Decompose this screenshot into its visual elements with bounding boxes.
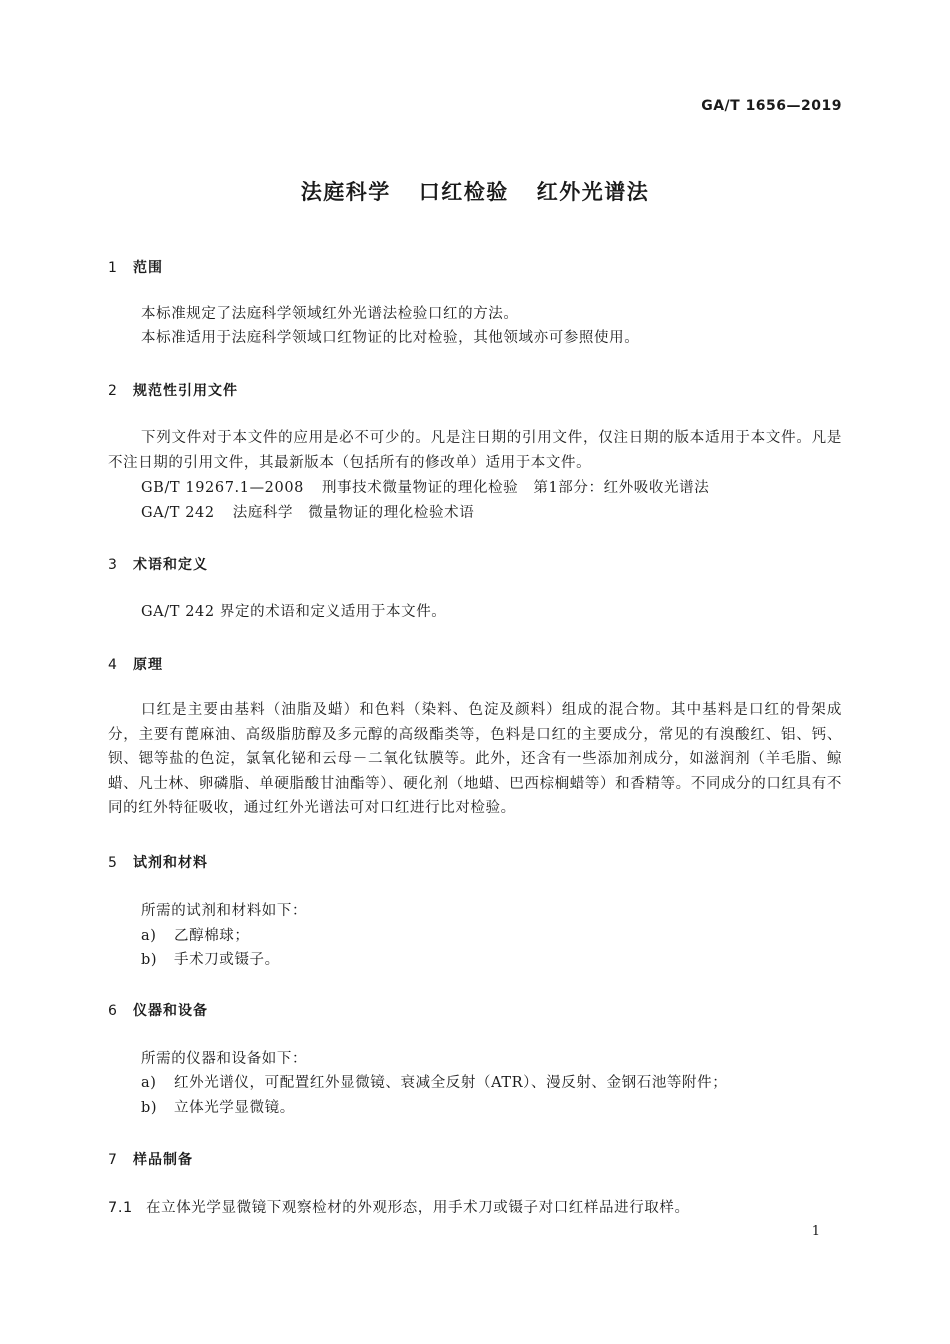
list-text: 红外光谱仪，可配置红外显微镜、衰减全反射（ATR）、漫反射、金钢石池等附件；	[174, 1075, 728, 1091]
title-part-3: 红外光谱法	[536, 180, 650, 204]
paragraph: 下列文件对于本文件的应用是必不可少的。凡是注日期的引用文件，仅注日期的版本适用于本文件。凡是不注日期的引用文件，其最新版本（包括所有的修改单）适用于本文件。	[108, 430, 842, 471]
list-item	[141, 1096, 295, 1117]
section-number: 3	[108, 557, 118, 573]
section-title: 术语和定义	[133, 557, 208, 573]
list-label: b)	[141, 1100, 158, 1116]
list-item	[141, 924, 250, 945]
page-number: 1	[811, 1224, 820, 1239]
section-title: 规范性引用文件	[133, 383, 238, 399]
section-heading-terms-definitions	[108, 554, 208, 574]
reference-item	[141, 501, 474, 522]
list-label: b)	[141, 952, 158, 968]
list-intro: 所需的仪器和设备如下：	[141, 1051, 308, 1067]
document-title	[0, 176, 950, 206]
title-part-2: 口红检验	[418, 180, 509, 204]
section-heading-sample-preparation	[108, 1149, 193, 1169]
standard-number: GA/T 1656—2019	[701, 98, 842, 114]
section-number: 7	[108, 1152, 118, 1168]
section-title: 范围	[133, 260, 163, 276]
section-title: 原理	[133, 657, 163, 673]
section-number: 4	[108, 657, 118, 673]
list-text: 立体光学显微镜。	[174, 1100, 295, 1116]
section-number: 2	[108, 383, 118, 399]
reference-item	[141, 476, 709, 497]
clause-text: 在立体光学显微镜下观察检材的外观形态，用手术刀或镊子对口红样品进行取样。	[146, 1200, 690, 1216]
paragraph: 本标准适用于法庭科学领域口红物证的比对检验，其他领域亦可参照使用。	[141, 330, 640, 346]
paragraph: GA/T 242 界定的术语和定义适用于本文件。	[141, 604, 447, 620]
section-title: 样品制备	[133, 1152, 193, 1168]
clause-7-1	[108, 1196, 690, 1217]
title-part-1: 法庭科学	[300, 180, 391, 204]
section-number: 5	[108, 855, 118, 871]
clause-number: 7.1	[108, 1200, 133, 1216]
reference-name: 法庭科学 微量物证的理化检验术语	[232, 505, 475, 521]
section-number: 1	[108, 260, 118, 276]
section-heading-scope	[108, 257, 163, 277]
section-number: 6	[108, 1003, 118, 1019]
reference-code: GB/T 19267.1—2008	[141, 480, 304, 496]
section-title: 仪器和设备	[133, 1003, 208, 1019]
list-label: a)	[141, 928, 157, 944]
section-title: 试剂和材料	[133, 855, 208, 871]
reference-name: 刑事技术微量物证的理化检验 第1部分：红外吸收光谱法	[321, 480, 710, 496]
list-label: a)	[141, 1075, 157, 1091]
section-heading-instruments-equipment	[108, 1000, 208, 1020]
paragraph: 本标准规定了法庭科学领域红外光谱法检验口红的方法。	[141, 306, 519, 322]
list-intro: 所需的试剂和材料如下：	[141, 903, 308, 919]
section-heading-reagents-materials	[108, 852, 208, 872]
list-text: 手术刀或镊子。	[174, 952, 280, 968]
paragraph: 口红是主要由基料（油脂及蜡）和色料（染料、色淀及颜料）组成的混合物。其中基料是口红的骨架成分，主要有蓖麻油、高级脂肪醇及多元醇的高级酯类等，色料是口红的主要成分，常见的有溴酸红、铝、钙、钡、锶等盐的色淀，氯氧化铋和云母－二氧化钛膜等。此外，还含有一些添加剂成分，如滋润剂（羊毛脂、鲸蜡、凡士林、卵磷脂、单硬脂酸甘油酯等）、硬化剂（地蜡、巴西棕榈蜡等）和香精等。不同成分的口红具有不同的红外特征吸收，通过红外光谱法可对口红进行比对检验。	[108, 702, 842, 817]
list-text: 乙醇棉球；	[174, 928, 250, 944]
reference-code: GA/T 242	[141, 505, 215, 521]
section-heading-principle	[108, 654, 163, 674]
section-heading-normative-references	[108, 380, 238, 400]
list-item	[141, 948, 280, 969]
list-item	[141, 1071, 727, 1092]
